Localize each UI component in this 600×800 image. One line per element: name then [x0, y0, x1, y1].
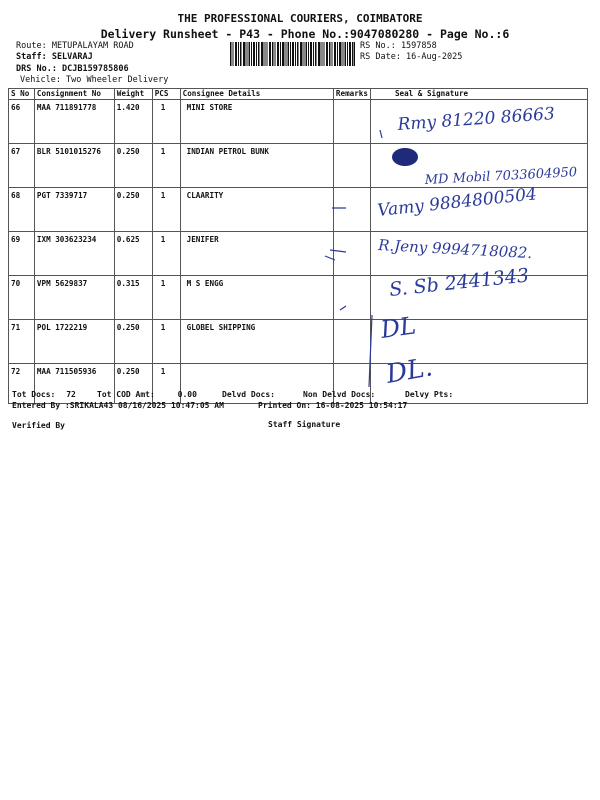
total-cod	[97, 390, 197, 399]
cell-consignee: JENIFER	[180, 232, 333, 276]
cell-remarks	[333, 144, 370, 188]
cell-remarks	[333, 276, 370, 320]
delivered-docs: Delvd Docs:	[222, 390, 275, 399]
header-weight: Weight	[114, 89, 152, 100]
cell-weight: 1.420	[114, 100, 152, 144]
cell-consignment: MAA 711891778	[34, 100, 114, 144]
cell-weight: 0.250	[114, 144, 152, 188]
cell-weight: 0.250	[114, 188, 152, 232]
cell-consignment: MAA 711505936	[34, 364, 114, 404]
cell-signature	[370, 188, 587, 232]
total-docs-value: 72	[66, 390, 76, 399]
header-remarks: Remarks	[333, 89, 370, 100]
cell-pcs: 1	[152, 232, 180, 276]
cell-signature	[370, 100, 587, 144]
cell-sno: 72	[9, 364, 35, 404]
cell-signature	[370, 320, 587, 364]
route-text: Route: METUPALAYAM ROAD	[16, 41, 134, 51]
cell-sno: 71	[9, 320, 35, 364]
cell-pcs: 1	[152, 100, 180, 144]
cell-weight: 0.625	[114, 232, 152, 276]
cell-signature	[370, 144, 587, 188]
cell-consignee: GLOBEL SHIPPING	[180, 320, 333, 364]
table-row	[9, 364, 588, 404]
cell-consignee: CLAARITY	[180, 188, 333, 232]
handwritten-note-71: DL	[378, 311, 418, 344]
cell-signature	[370, 364, 587, 404]
cell-consignee: M S ENGG	[180, 276, 333, 320]
table-row	[9, 276, 588, 320]
header-consignee: Consignee Details	[180, 89, 333, 100]
barcode	[230, 42, 355, 66]
cell-remarks	[333, 320, 370, 364]
verified-by: Verified By	[12, 421, 65, 430]
table-row	[9, 100, 588, 144]
total-cod-value: 0.00	[177, 390, 197, 399]
rs-date: RS Date: 16-Aug-2025	[360, 52, 463, 62]
cell-consignment: IXM 303623234	[34, 232, 114, 276]
staff-signature: Staff Signature	[268, 420, 341, 429]
header-pcs: PCS	[152, 89, 180, 100]
table-header-row	[9, 89, 588, 100]
cell-sno: 69	[9, 232, 35, 276]
cell-consignee: MINI STORE	[180, 100, 333, 144]
cell-pcs: 1	[152, 144, 180, 188]
cell-sno: 70	[9, 276, 35, 320]
cell-sno: 68	[9, 188, 35, 232]
cell-weight: 0.315	[114, 276, 152, 320]
cell-consignment: BLR 5101015276	[34, 144, 114, 188]
delivery-points: Delvy Pts:	[405, 390, 454, 399]
printed-on: Printed On: 16-08-2025 10:54:17	[258, 401, 408, 410]
rs-number: RS No.: 1597858	[360, 41, 437, 51]
vehicle-text: Vehicle: Two Wheeler Delivery	[20, 75, 169, 85]
runsheet-table	[8, 88, 588, 404]
handwritten-note-68: Vamy 9884800504	[376, 184, 538, 221]
cell-pcs: 1	[152, 320, 180, 364]
handwritten-note-69: R.Jeny 9994718082.	[377, 236, 533, 263]
cell-sno: 66	[9, 100, 35, 144]
cell-consignment: VPM 5629837	[34, 276, 114, 320]
staff-text: Staff: SELVARAJ	[16, 52, 93, 62]
table-row	[9, 320, 588, 364]
total-docs	[12, 390, 76, 399]
handwritten-note-67: MD Mobil 7033604950	[424, 165, 578, 188]
cell-pcs: 1	[152, 364, 180, 404]
cell-remarks	[333, 100, 370, 144]
drs-number: DRS No.: DCJB159785806	[16, 64, 129, 74]
total-docs-label: Tot Docs:	[12, 390, 56, 399]
header-sno: S No	[9, 89, 35, 100]
cell-remarks	[333, 232, 370, 276]
non-delivered-docs: Non Delvd Docs:	[303, 390, 376, 399]
table-row	[9, 188, 588, 232]
total-cod-label: Tot COD Amt:	[97, 390, 155, 399]
handwritten-note-70: S. Sb 2441343	[388, 264, 531, 301]
entered-by: Entered By :SRIKALA43 08/16/2025 10:47:05 AM	[12, 401, 224, 410]
cell-remarks	[333, 188, 370, 232]
table-row	[9, 232, 588, 276]
cell-weight: 0.250	[114, 320, 152, 364]
cell-consignee: INDIAN PETROL BUNK	[180, 144, 333, 188]
cell-weight: 0.250	[114, 364, 152, 404]
cell-signature	[370, 232, 587, 276]
handwritten-note-72: DL.	[384, 352, 435, 390]
cell-sno: 67	[9, 144, 35, 188]
runsheet-title: Delivery Runsheet - P43 - Phone No.:9047080280 - Page No.:6	[100, 27, 510, 41]
cell-signature	[370, 276, 587, 320]
header-consignment: Consignment No	[34, 89, 114, 100]
cell-consignment: POL 1722219	[34, 320, 114, 364]
cell-pcs: 1	[152, 188, 180, 232]
handwritten-note-66: Rmy 81220 86663	[396, 104, 556, 135]
company-title: THE PROFESSIONAL COURIERS, COIMBATORE	[177, 12, 423, 25]
header-seal-signature: Seal & Signature	[370, 89, 587, 100]
cell-pcs: 1	[152, 276, 180, 320]
cell-consignment: PGT 7339717	[34, 188, 114, 232]
table-row	[9, 144, 588, 188]
